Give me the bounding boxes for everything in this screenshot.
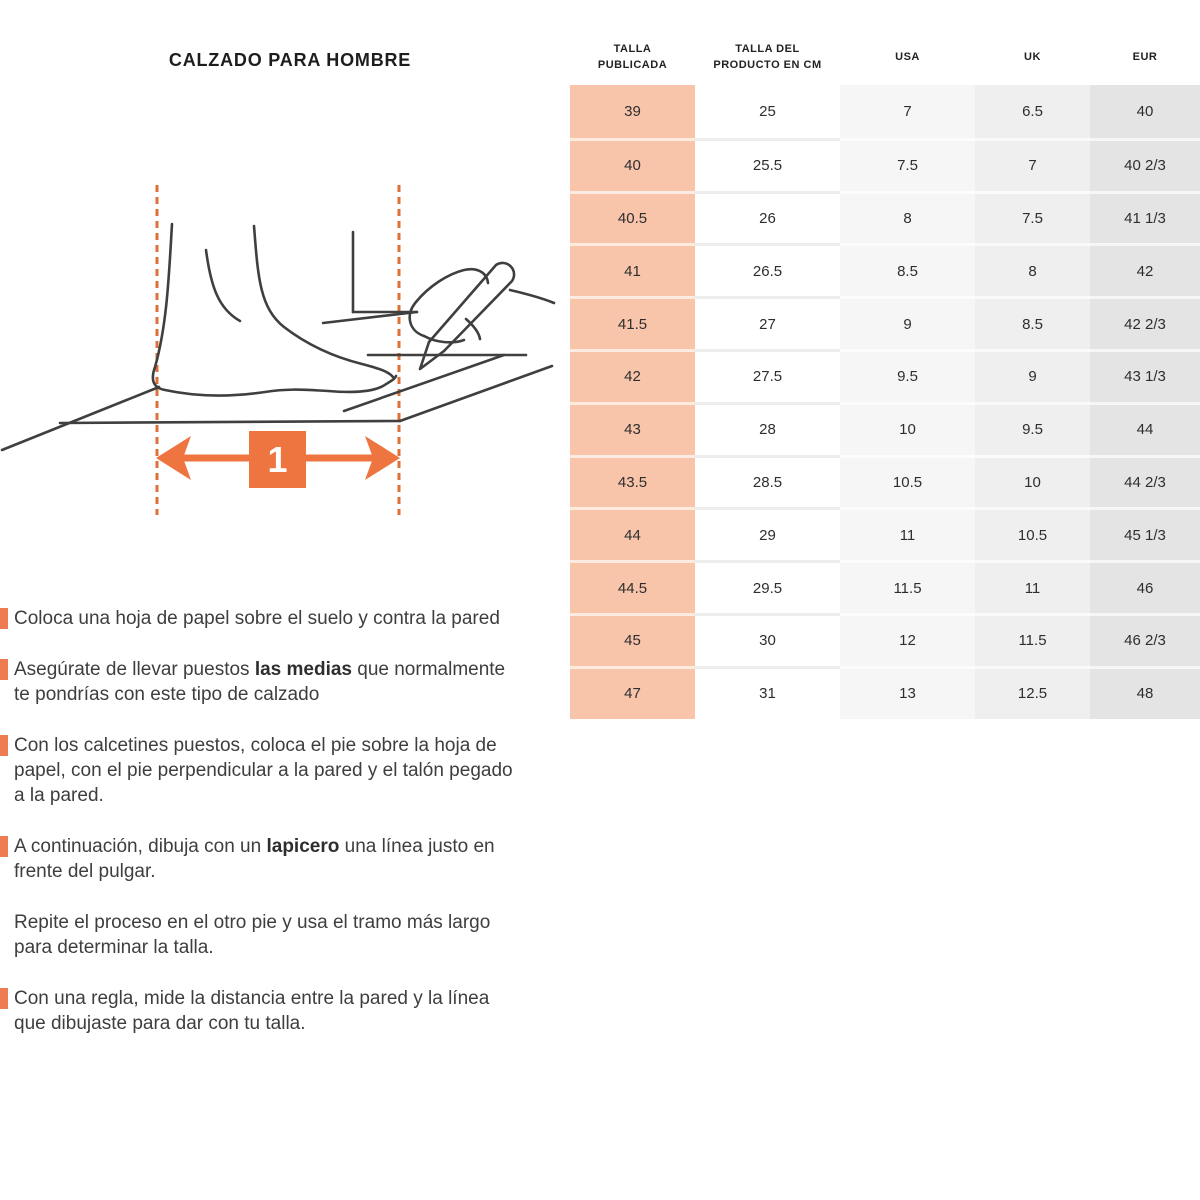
table-cell: 43 1/3 — [1090, 349, 1200, 402]
instruction-text: Coloca una hoja de papel sobre el suelo y contra la pared — [14, 608, 500, 629]
table-cell: 9 — [840, 296, 975, 349]
table-row — [570, 85, 1200, 138]
table-cell: 42 — [570, 349, 695, 402]
column-header: TALLA PUBLICADA — [597, 42, 668, 71]
table-cell: 8.5 — [840, 243, 975, 296]
bullet-marker-icon — [0, 988, 8, 1009]
table-cell: 11.5 — [840, 560, 975, 613]
table-cell: 9.5 — [840, 349, 975, 402]
instruction-text: Con una regla, mide la distancia entre la pared y la línea que dibujaste para dar con tu talla. — [14, 988, 490, 1034]
table-cell: 43.5 — [570, 455, 695, 508]
table-cell: 9 — [975, 349, 1090, 402]
table-cell: 41 1/3 — [1090, 191, 1200, 244]
bullet-marker-icon — [0, 735, 8, 756]
bullet-marker-icon — [0, 608, 8, 629]
table-cell: 7 — [975, 138, 1090, 191]
table-row — [570, 613, 1200, 666]
table-cell: 10 — [975, 455, 1090, 508]
table-cell: 42 — [1090, 243, 1200, 296]
table-row — [570, 138, 1200, 191]
size-table-body — [570, 85, 1200, 719]
size-table — [570, 30, 1200, 719]
table-cell: 40 2/3 — [1090, 138, 1200, 191]
table-cell: 10.5 — [840, 455, 975, 508]
instruction-item — [0, 834, 526, 884]
table-cell: 26.5 — [695, 243, 840, 296]
table-cell: 30 — [695, 613, 840, 666]
table-cell: 8 — [975, 243, 1090, 296]
table-row — [570, 666, 1200, 719]
column-header: EUR — [1132, 50, 1158, 63]
instruction-item — [0, 606, 526, 631]
table-row — [570, 507, 1200, 560]
table-cell: 48 — [1090, 666, 1200, 719]
instruction-text: Asegúrate de llevar puestos las medias que normalmente te pondrías con este tipo de calzado — [14, 659, 506, 705]
page-title: CALZADO PARA HOMBRE — [168, 50, 412, 70]
table-cell: 27 — [695, 296, 840, 349]
table-cell: 44 — [1090, 402, 1200, 455]
pencil-drawing — [420, 263, 514, 369]
table-cell: 27.5 — [695, 349, 840, 402]
instruction-text: Repite el proceso en el otro pie y usa el tramo más largo para determinar la talla. — [14, 912, 491, 958]
bullet-marker-icon — [0, 836, 8, 857]
table-cell: 10.5 — [975, 507, 1090, 560]
table-cell: 45 1/3 — [1090, 507, 1200, 560]
table-cell: 25 — [695, 85, 840, 138]
foot-drawing — [153, 224, 396, 396]
table-cell: 7.5 — [840, 138, 975, 191]
wall-corner-drawing — [323, 232, 417, 323]
measure-arrow — [156, 431, 400, 488]
table-cell: 46 — [1090, 560, 1200, 613]
table-cell: 6.5 — [975, 85, 1090, 138]
instruction-item — [0, 910, 526, 960]
table-cell: 40 — [1090, 85, 1200, 138]
table-cell: 7.5 — [975, 191, 1090, 244]
table-row — [570, 296, 1200, 349]
table-row — [570, 243, 1200, 296]
column-header: UK — [1024, 50, 1041, 63]
table-row — [570, 402, 1200, 455]
table-cell: 12 — [840, 613, 975, 666]
instruction-item — [0, 657, 526, 707]
table-cell: 47 — [570, 666, 695, 719]
table-cell: 13 — [840, 666, 975, 719]
instruction-text: A continuación, dibuja con un lapicero una línea justo en frente del pulgar. — [14, 836, 495, 882]
table-cell: 11 — [840, 507, 975, 560]
instruction-item — [0, 986, 526, 1036]
bullet-marker-icon — [0, 659, 8, 680]
table-cell: 44 2/3 — [1090, 455, 1200, 508]
table-row — [570, 191, 1200, 244]
table-cell: 46 2/3 — [1090, 613, 1200, 666]
table-row — [570, 455, 1200, 508]
table-cell: 40 — [570, 138, 695, 191]
table-cell: 9.5 — [975, 402, 1090, 455]
line-art — [2, 224, 554, 450]
instruction-list — [0, 606, 526, 1036]
table-cell: 39 — [570, 85, 695, 138]
table-cell: 40.5 — [570, 191, 695, 244]
table-row — [570, 560, 1200, 613]
table-cell: 26 — [695, 191, 840, 244]
table-row — [570, 349, 1200, 402]
table-cell: 8 — [840, 191, 975, 244]
table-cell: 43 — [570, 402, 695, 455]
table-cell: 44.5 — [570, 560, 695, 613]
column-header: USA — [895, 50, 920, 63]
table-cell: 11 — [975, 560, 1090, 613]
instruction-item — [0, 733, 526, 808]
table-cell: 28 — [695, 402, 840, 455]
table-cell: 10 — [840, 402, 975, 455]
table-cell: 8.5 — [975, 296, 1090, 349]
table-cell: 28.5 — [695, 455, 840, 508]
instruction-text: Con los calcetines puestos, coloca el pie sobre la hoja de papel, con el pie perpendicular a la pared y el talón pegado a la pared. — [14, 735, 513, 806]
table-cell: 11.5 — [975, 613, 1090, 666]
measurement-diagram — [0, 0, 580, 560]
table-cell: 31 — [695, 666, 840, 719]
table-cell: 25.5 — [695, 138, 840, 191]
table-cell: 29.5 — [695, 560, 840, 613]
size-table-header — [570, 30, 1200, 85]
table-cell: 42 2/3 — [1090, 296, 1200, 349]
table-cell: 44 — [570, 507, 695, 560]
table-cell: 12.5 — [975, 666, 1090, 719]
column-header: TALLA DEL PRODUCTO EN CM — [713, 42, 822, 71]
table-cell: 29 — [695, 507, 840, 560]
table-cell: 41.5 — [570, 296, 695, 349]
table-cell: 41 — [570, 243, 695, 296]
table-cell: 7 — [840, 85, 975, 138]
table-cell: 45 — [570, 613, 695, 666]
measure-step-number: 1 — [267, 439, 288, 480]
